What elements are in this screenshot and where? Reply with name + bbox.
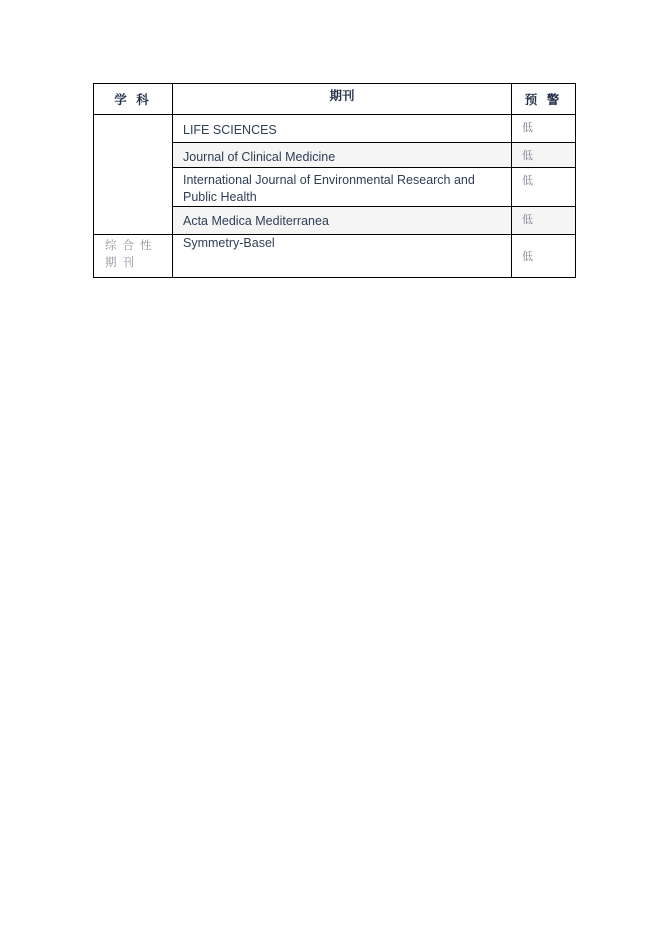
table-row [94, 235, 576, 278]
warning-cell: 低 [512, 143, 576, 168]
header-subject: 学 科 [94, 84, 173, 115]
journal-cell: International Journal of Environmental Research and Public Health [173, 168, 512, 207]
warning-cell: 低 [512, 115, 576, 143]
header-warning: 预 警 [512, 84, 576, 115]
table-row [94, 115, 576, 143]
journal-cell: LIFE SCIENCES [173, 115, 512, 143]
subject-cell: 综合性期刊 [94, 235, 173, 278]
journal-cell: Symmetry-Basel [173, 235, 512, 278]
warning-cell: 低 [512, 207, 576, 235]
journal-cell: Acta Medica Mediterranea [173, 207, 512, 235]
warning-cell: 低 [512, 168, 576, 207]
journal-cell: Journal of Clinical Medicine [173, 143, 512, 168]
subject-cell-empty [94, 115, 173, 235]
journal-warning-table [93, 83, 576, 278]
table-header [94, 84, 576, 115]
header-journal: 期刊 [173, 84, 512, 115]
warning-cell: 低 [512, 235, 576, 278]
